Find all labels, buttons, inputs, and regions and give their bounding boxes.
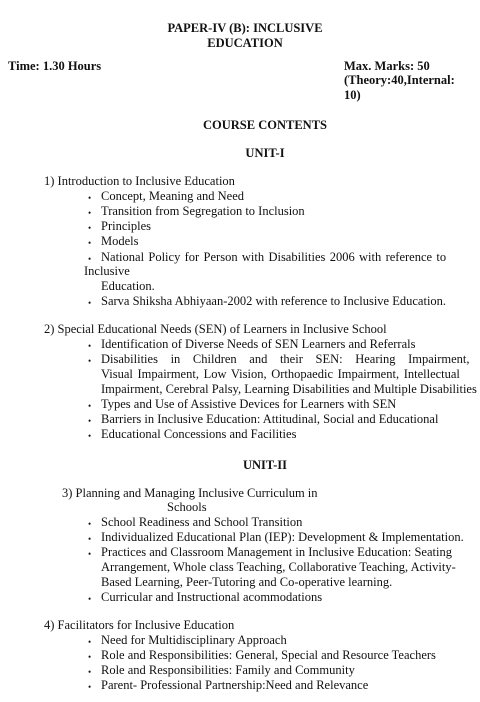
bullet-icon: • <box>88 401 92 411</box>
bullet-icon: • <box>88 667 92 677</box>
s2-item-2-line2: Visual Impairment, Low Vision, Orthopaedic Impairment, Intellectual <box>101 367 460 381</box>
bullet-icon: • <box>88 193 92 203</box>
s3-item-2: Individualized Educational Plan (IEP): Development & Implementation. <box>101 530 464 544</box>
section4-title: 4) Facilitators for Inclusive Education <box>44 618 235 632</box>
time-label: Time: 1.30 Hours <box>8 59 102 73</box>
bullet-icon: • <box>88 431 92 441</box>
s3-item-3-line1: Practices and Classroom Management in Inclusive Education: Seating <box>101 545 452 559</box>
section2-title: 2) Special Educational Needs (SEN) of Learners in Inclusive School <box>44 322 387 336</box>
section3-title-line1: 3) Planning and Managing Inclusive Curriculum in <box>62 486 318 500</box>
s4-item-3: Role and Responsibilities: Family and Community <box>101 663 355 677</box>
s4-item-1: Need for Multidisciplinary Approach <box>101 633 287 647</box>
s4-item-4: Parent- Professional Partnership:Need and Relevance <box>101 678 369 692</box>
s2-item-2-line3: Impairment, Cerebral Palsy, Learning Disabilities and Multiple Disabilities <box>101 382 477 396</box>
s1-item-3: Principles <box>101 219 151 233</box>
bullet-icon: • <box>88 549 92 559</box>
section1-title: 1) Introduction to Inclusive Education <box>44 174 235 188</box>
s3-item-4: Curricular and Instructional acommodations <box>101 590 323 604</box>
bullet-icon: • <box>88 356 92 366</box>
s1-item-2: Transition from Segregation to Inclusion <box>101 204 305 218</box>
s1-item-5-line1: National Policy for Person with Disabilities 2006 with reference to <box>101 250 447 264</box>
paper-title-line2: EDUCATION <box>207 36 283 50</box>
s3-item-3-line3: Based Learning, Peer-Tutoring and Co-operative learning. <box>101 575 393 589</box>
bullet-icon: • <box>88 298 92 308</box>
max-marks-line1: Max. Marks: 50 <box>344 59 430 73</box>
unit2-heading: UNIT-II <box>242 458 287 472</box>
bullet-icon: • <box>88 652 92 662</box>
bullet-icon: • <box>88 594 92 604</box>
s2-item-3: Types and Use of Assistive Devices for Learners with SEN <box>101 397 397 411</box>
s4-item-2: Role and Responsibilities: General, Special and Resource Teachers <box>101 648 436 662</box>
s3-item-3-line2: Arrangement, Whole class Teaching, Collaborative Teaching, Activity- <box>101 560 456 574</box>
s2-item-2-line1: Disabilities in Children and their SEN: Hearing Impairment, <box>101 352 470 366</box>
bullet-icon: • <box>88 341 92 351</box>
bullet-icon: • <box>88 682 92 692</box>
max-marks-line2: (Theory:40,Internal: <box>344 73 455 87</box>
s1-item-6: Sarva Shiksha Abhiyaan-2002 with reference to Inclusive Education. <box>101 294 447 308</box>
s2-item-5: Educational Concessions and Facilities <box>101 427 297 441</box>
s1-item-5-line3: Education. <box>101 279 155 293</box>
bullet-icon: • <box>88 254 92 264</box>
bullet-icon: • <box>88 416 92 426</box>
s2-item-1: Identification of Diverse Needs of SEN Learners and Referrals <box>101 337 416 351</box>
s1-item-1: Concept, Meaning and Need <box>101 189 245 203</box>
unit1-heading: UNIT-I <box>245 146 285 160</box>
max-marks-line3: 10) <box>344 88 361 102</box>
bullet-icon: • <box>88 238 92 248</box>
s2-item-4: Barriers in Inclusive Education: Attitudinal, Social and Educational <box>101 412 439 426</box>
s1-item-5-line2: Inclusive <box>84 264 130 278</box>
section3-title-line2: Schools <box>167 500 207 514</box>
bullet-icon: • <box>88 534 92 544</box>
bullet-icon: • <box>88 519 92 529</box>
course-contents-heading: COURSE CONTENTS <box>203 118 327 132</box>
s3-item-1: School Readiness and School Transition <box>101 515 303 529</box>
bullet-icon: • <box>88 223 92 233</box>
bullet-icon: • <box>88 208 92 218</box>
paper-title-line1: PAPER-IV (B): INCLUSIVE <box>167 21 323 35</box>
bullet-icon: • <box>88 637 92 647</box>
s1-item-4: Models <box>101 234 139 248</box>
